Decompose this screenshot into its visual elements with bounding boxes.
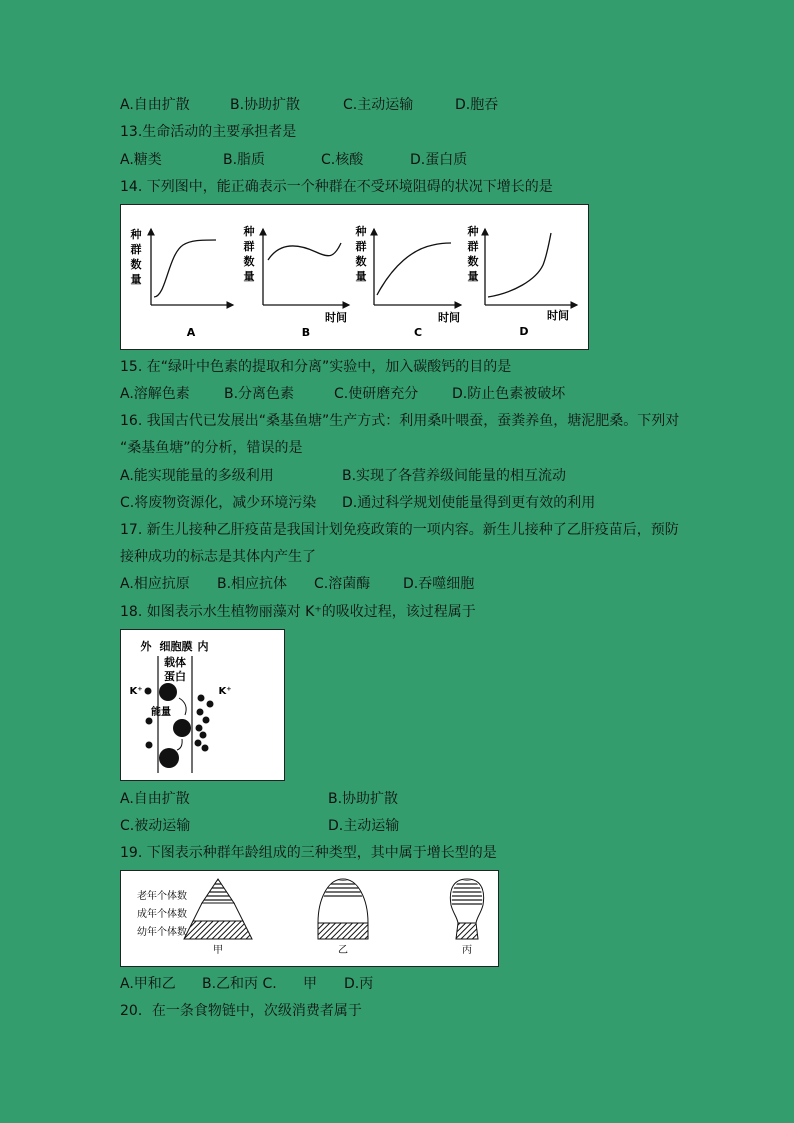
- y-char-1: 种: [130, 228, 142, 241]
- q16-option-d: D.通过科学规划使能量得到更有效的利用: [342, 495, 596, 511]
- q12-option-a: A.自由扩散: [120, 97, 190, 113]
- energy-label: 能量: [151, 707, 171, 718]
- q18-option-d: D.主动运输: [328, 818, 400, 834]
- x-axis-label: 时间: [325, 311, 347, 324]
- q14-stem: 14. 下列图中，能正确表示一个种群在不受环境阻碍的状况下增长的是: [120, 179, 553, 195]
- y-char-2: 群: [467, 240, 479, 253]
- population-growth-figure: [120, 204, 589, 350]
- membrane-label: 细胞膜: [159, 640, 193, 653]
- q17-stem-line2: 接种成功的标志是其体内产生了: [120, 549, 316, 565]
- k-ion-inside-label: K⁺: [218, 686, 232, 697]
- outside-label: 外: [140, 640, 152, 653]
- q17-option-c: C.溶菌酶: [314, 576, 371, 592]
- k-ions: [145, 688, 214, 752]
- panel-b: [243, 224, 350, 339]
- q19-option-a: A.甲和乙: [120, 976, 176, 992]
- legend-adult: 成年个体数: [137, 909, 187, 920]
- y-char-3: 数: [130, 258, 142, 271]
- saturating-curve: [377, 243, 451, 295]
- label-yi: 乙: [338, 945, 348, 956]
- k-ion-outside-label: K⁺: [129, 686, 143, 697]
- panel-b-label: B: [301, 326, 311, 339]
- q18-stem: 18. 如图表示水生植物丽藻对 K⁺的吸收过程，该过程属于: [120, 604, 476, 620]
- q13-option-d: D.蛋白质: [410, 152, 468, 168]
- y-char-3: 数: [355, 255, 367, 268]
- q16-option-a: A.能实现能量的多级利用: [120, 468, 274, 484]
- j-curve: [488, 233, 551, 297]
- panel-d-label: D: [519, 325, 529, 338]
- q12-option-d: D.胞吞: [455, 97, 499, 113]
- carrier-protein: [173, 719, 191, 737]
- q20-stem: 20．在一条食物链中，次级消费者属于: [120, 1003, 362, 1019]
- y-char-3: 数: [243, 255, 255, 268]
- q16-stem-line1: 16. 我国古代已发展出“桑基鱼塘”生产方式：利用桑叶喂蚕，蚕粪养鱼，塘泥肥桑。下列对: [120, 413, 680, 429]
- panel-c-label: C: [413, 326, 423, 339]
- y-char-4: 量: [130, 273, 142, 286]
- age-structure-figure: [120, 870, 499, 967]
- q16-stem-line2: “桑基鱼塘”的分析，错误的是: [120, 440, 303, 456]
- population-growth-svg: [121, 205, 588, 349]
- q18-option-c: C.被动运输: [120, 818, 191, 834]
- q15-option-a: A.溶解色素: [120, 386, 190, 402]
- y-char-4: 量: [467, 270, 479, 283]
- panel-c: [355, 224, 462, 339]
- q15-stem: 15. 在“绿叶中色素的提取和分离”实验中，加入碳酸钙的目的是: [120, 359, 512, 375]
- q17-option-d: D.吞噬细胞: [403, 576, 475, 592]
- q13-option-b: B.脂质: [223, 152, 266, 168]
- membrane-transport-svg: [121, 630, 284, 780]
- y-char-4: 量: [243, 270, 255, 283]
- carrier-protein: [159, 748, 179, 768]
- y-char-2: 群: [355, 240, 367, 253]
- q17-option-b: B.相应抗体: [217, 576, 288, 592]
- pyramid-jia: [184, 879, 252, 956]
- legend-old: 老年个体数: [137, 891, 187, 902]
- q16-option-c: C.将废物资源化，减少环境污染: [120, 495, 317, 511]
- q15-option-b: B.分离色素: [224, 386, 295, 402]
- q17-stem-line1: 17. 新生儿接种乙肝疫苗是我国计划免疫政策的一项内容。新生儿接种了乙肝疫苗后，预防: [120, 522, 679, 538]
- q13-stem: 13.生命活动的主要承担者是: [120, 124, 297, 140]
- y-char-3: 数: [467, 255, 479, 268]
- carrier-protein: [159, 683, 177, 701]
- q12-option-b: B.协助扩散: [230, 97, 301, 113]
- legend-young: 幼年个体数: [137, 927, 187, 938]
- panel-a-label: A: [186, 326, 196, 339]
- q16-option-b: B.实现了各营养级间能量的相互流动: [342, 468, 567, 484]
- wave-curve: [268, 243, 341, 260]
- y-char-1: 种: [355, 225, 367, 238]
- label-bing: 丙: [462, 945, 472, 956]
- x-axis-label: 时间: [547, 309, 569, 322]
- q19-option-c: 甲: [303, 976, 317, 992]
- s-curve: [154, 240, 216, 297]
- q12-option-c: C.主动运输: [343, 97, 414, 113]
- q13-option-a: A.糖类: [120, 152, 162, 168]
- carrier-label-1: 载体: [164, 656, 186, 669]
- inside-label: 内: [197, 640, 209, 653]
- membrane-transport-figure: [120, 629, 285, 781]
- q19-option-d: D.丙: [344, 976, 374, 992]
- q19-stem: 19. 下图表示种群年龄组成的三种类型，其中属于增长型的是: [120, 845, 497, 861]
- q15-option-d: D.防止色素被破坏: [452, 386, 566, 402]
- panel-a: [130, 227, 234, 339]
- y-char-1: 种: [243, 225, 255, 238]
- q19-option-b: B.乙和丙 C.: [202, 976, 277, 992]
- panel-d: [467, 224, 578, 338]
- q17-option-a: A.相应抗原: [120, 576, 190, 592]
- y-char-1: 种: [467, 225, 479, 238]
- age-structure-svg: [121, 871, 498, 966]
- y-char-4: 量: [355, 270, 367, 283]
- q13-option-c: C.核酸: [321, 152, 364, 168]
- carrier-label-2: 蛋白: [164, 670, 186, 683]
- q15-option-c: C.使研磨充分: [334, 386, 419, 402]
- pyramid-bing: [450, 879, 483, 956]
- y-char-2: 群: [130, 243, 142, 256]
- x-axis-label: 时间: [438, 311, 460, 324]
- pyramid-yi: [318, 879, 368, 956]
- label-jia: 甲: [213, 945, 223, 956]
- q18-option-b: B.协助扩散: [328, 791, 399, 807]
- q18-option-a: A.自由扩散: [120, 791, 190, 807]
- y-char-2: 群: [243, 240, 255, 253]
